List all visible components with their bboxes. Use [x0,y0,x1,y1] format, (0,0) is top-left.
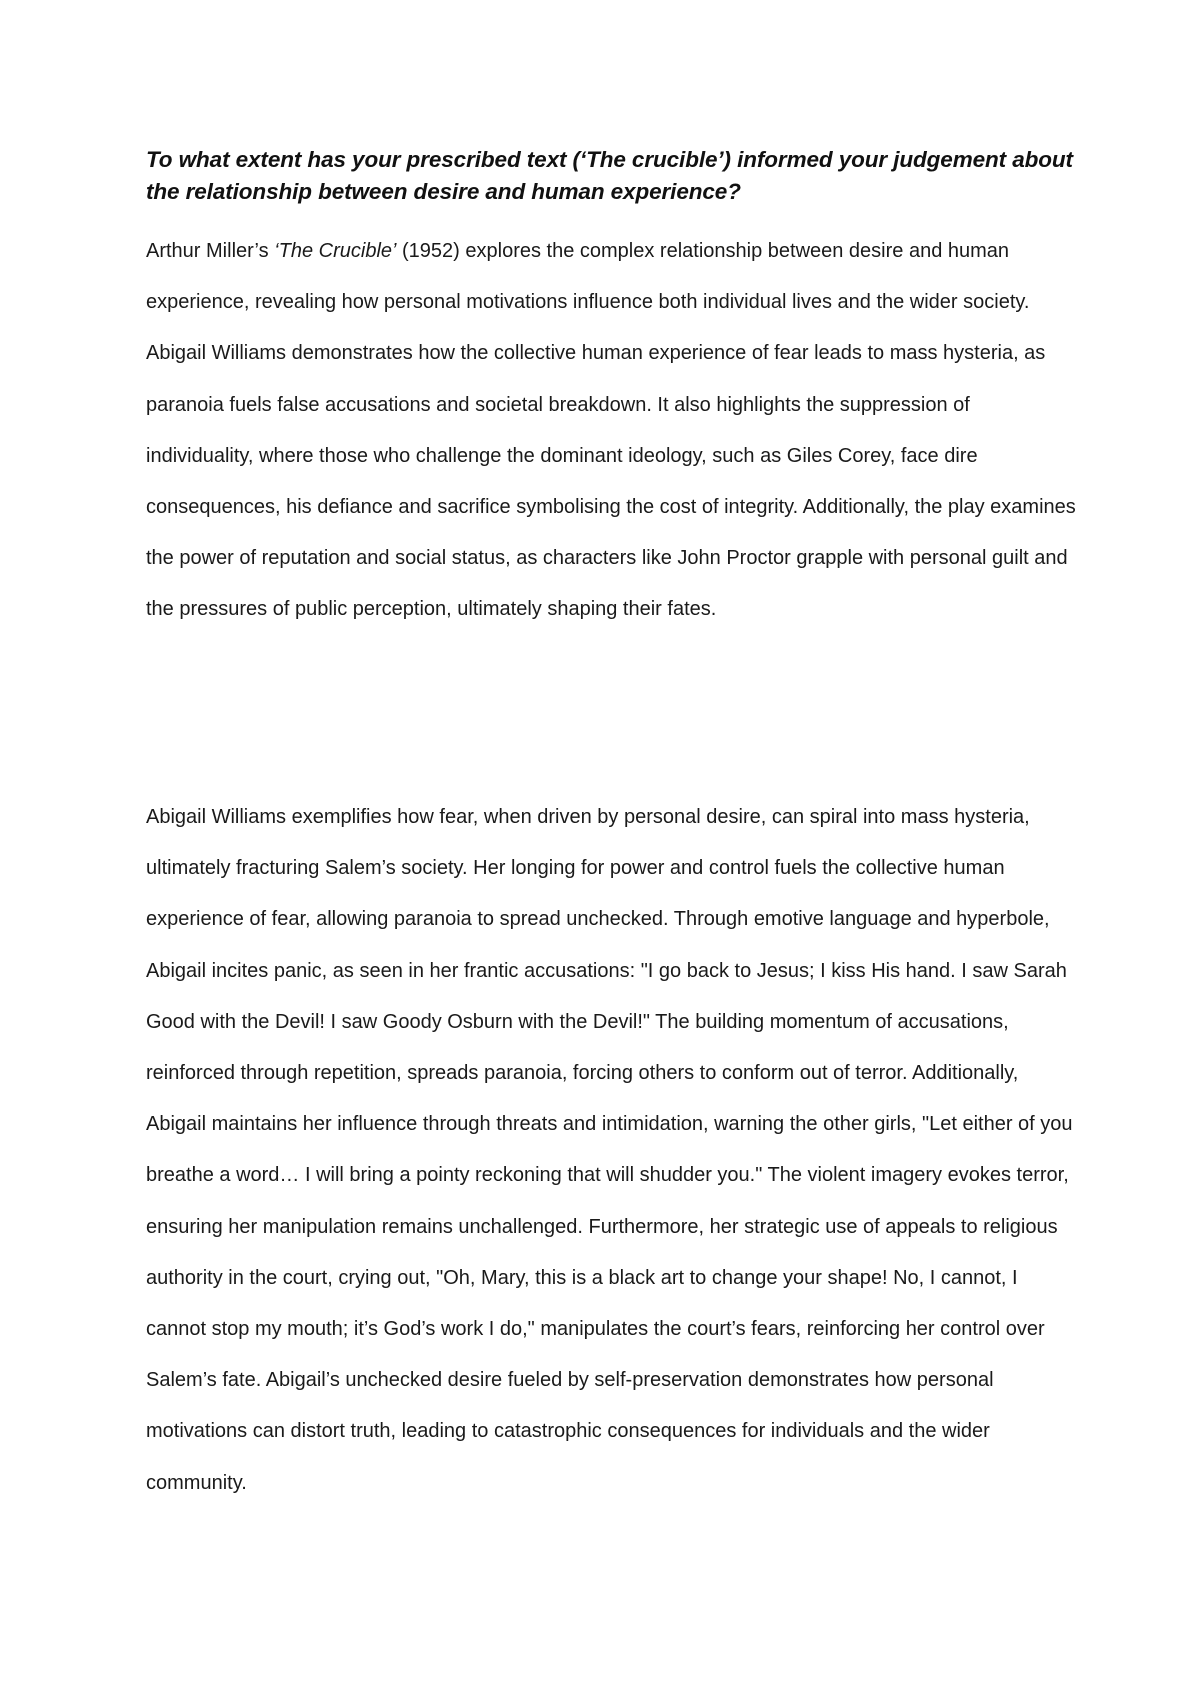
body-paragraph-abigail: Abigail Williams exemplifies how fear, when driven by personal desire, can spiral into mass hysteria, ultimately fracturing Salem’s society. Her longing for power and control fuels the collective human experience of fear, allowing paranoia to spread unchecked. Through emotive language and hyperbole, Abigail incites panic, as seen in her frantic accusations: "I go back to Jesus; I kiss His hand. I saw Sarah Good with the Devil! I saw Goody Osburn with the Devil!" The building momentum of accusations, reinforced through repetition, spreads paranoia, forcing others to conform out of terror. Additionally, Abigail maintains her influence through threats and intimidation, warning the other girls, "Let either of you breathe a word… I will bring a pointy reckoning that will shudder you." The violent imagery evokes terror, ensuring her manipulation remains unchallenged. Furthermore, her strategic use of appeals to religious authority in the court, crying out, "Oh, Mary, this is a black art to change your shape! No, I cannot, I cannot stop my mouth; it’s God’s work I do," manipulates the court’s fears, reinforcing her control over Salem’s fate. Abigail’s unchecked desire fueled by self-preservation demonstrates how personal motivations can distort truth, leading to catastrophic consequences for individuals and the wider community. [146,806,1073,1494]
intro-paragraph [146,226,1076,636]
intro-text-start: Arthur Miller’s [146,240,275,262]
intro-text-rest: (1952) explores the complex relationship between desire and human experience, revealing how personal motivations influence both individual lives and the wider society. Abigail Williams demonstrates how the collective human experience of fear leads to mass hysteria, as paranoia fuels false accusations and societal breakdown. It also highlights the suppression of individuality, where those who challenge the dominant ideology, such as Giles Corey, face dire consequences, his defiance and sacrifice symbolising the cost of integrity. Additionally, the play examines the power of reputation and social status, as characters like John Proctor grapple with personal guilt and the pressures of public perception, ultimately shaping their fates. [146,240,1076,621]
essay-question-heading: To what extent has your prescribed text (‘The crucible’) informed your judgement about the relationship between desire and human experience? [146,147,1073,204]
text-title: ‘The Crucible’ [274,240,397,262]
